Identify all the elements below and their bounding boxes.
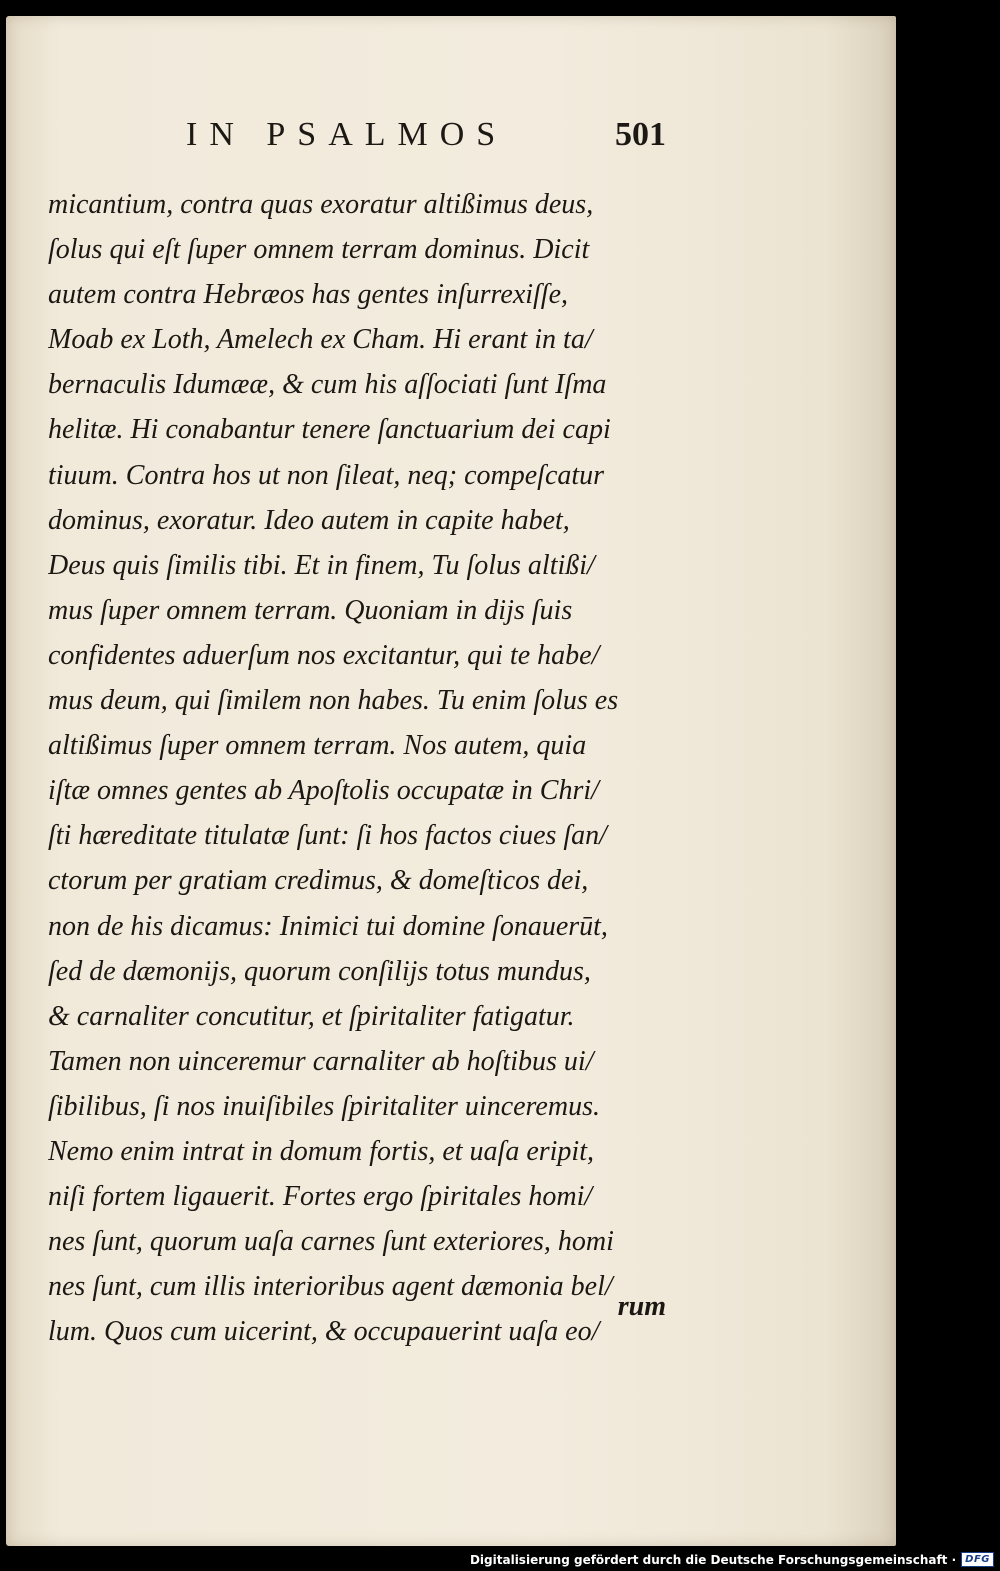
text-line: tiuum. Contra hos ut non ſileat, neq; compeſcatur [48,459,605,491]
text-line: mus ſuper omnem terram. Quoniam in dijs ſuis [48,594,573,626]
page-header [186,116,666,166]
text-line: Deus quis ſimilis tibi. Et in finem, Tu ſolus altißi/ [48,549,595,581]
text-line: mus deum, qui ſimilem non habes. Tu enim ſolus es [48,685,619,717]
text-line: Nemo enim intrat in domum fortis, et uaſa eripit, [48,1135,594,1167]
text-line: nes ſunt, cum illis interioribus agent dæmonia bel/ [48,1271,613,1303]
text-line: ſolus qui eſt ſuper omnem terram dominus. Dicit [48,234,590,266]
text-line: confidentes aduerſum nos excitantur, qui te habe/ [48,639,600,671]
text-line: altißimus ſuper omnem terram. Nos autem, quia [48,730,587,762]
text-line: ſed de dæmonijs, quorum conſilijs totus mundus, [48,955,591,987]
text-line: micantium, contra quas exoratur altißimus deus, [48,189,594,220]
text-line: niſi fortem ligauerit. Fortes ergo ſpiritales homi/ [48,1181,593,1213]
text-line: dominus, exoratur. Ideo autem in capite habet, [48,504,570,536]
text-line: Tamen non uinceremur carnaliter ab hoſtibus ui/ [48,1045,594,1077]
text-line: ſti hæreditate titulatæ ſunt: ſi hos factos ciues ſan/ [48,820,607,852]
page-number: 501 [615,116,666,153]
text-line: Moab ex Loth, Amelech ex Cham. Hi erant in ta/ [48,324,593,356]
running-head: IN PSALMOS [186,116,508,153]
text-line: bernaculis Idumææ, & cum his aſſociati ſunt Iſma [48,369,607,401]
catchword: rum [617,1291,666,1322]
text-line: autem contra Hebræos has gentes inſurrexiſſe, [48,279,569,311]
text-line: ſibilibus, ſi nos inuiſibiles ſpiritaliter uinceremus. [48,1090,600,1122]
text-line: non de his dicamus: Inimici tui domine ſonauerūt, [48,910,608,942]
text-line: & carnaliter concutitur, et ſpiritaliter fatigatur. [48,1000,575,1032]
text-line: nes ſunt, quorum uaſa carnes ſunt exteriores, homi [48,1226,614,1258]
text-line: helitæ. Hi conabantur tenere ſanctuarium dei capi [48,414,611,446]
text-line: lum. Quos cum uicerint, & occupauerint uaſa eo/ [48,1316,600,1348]
text-line: iſtæ omnes gentes ab Apoſtolis occupatæ in Chri/ [48,775,599,807]
text-line: ctorum per gratiam credimus, & domeſticos dei, [48,865,589,897]
book-page [6,16,896,1546]
text-block [48,182,678,1354]
dfg-logo-icon: DFG [961,1552,994,1567]
credit-text: Digitalisierung gefördert durch die Deutsche Forschungsgemeinschaft · [469,1552,957,1567]
digitization-credit [470,1552,994,1567]
